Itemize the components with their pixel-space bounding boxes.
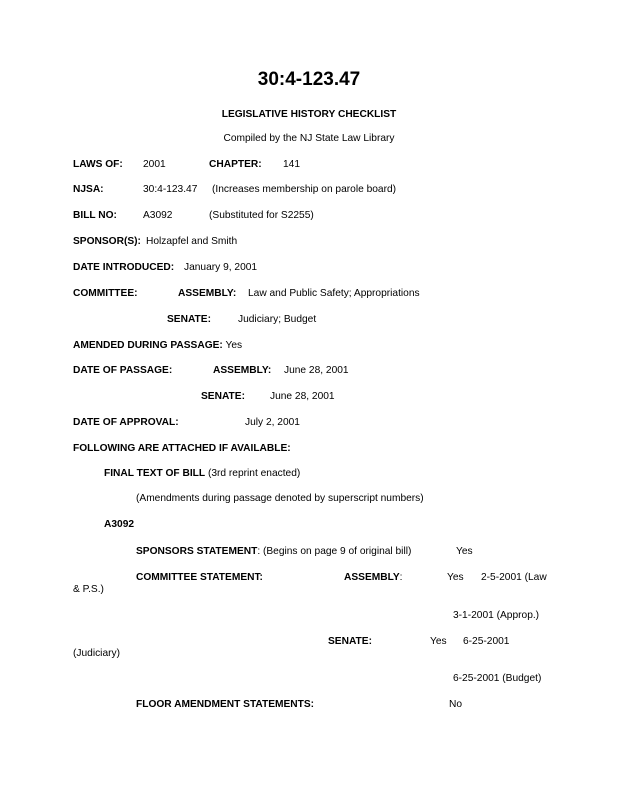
passage-senate-value: June 28, 2001 <box>270 391 335 402</box>
njsa-value: 30:4-123.47 <box>143 184 198 195</box>
committee-senate-value: Judiciary; Budget <box>238 314 317 325</box>
amended-line <box>73 341 242 351</box>
cs-senate-date1: 6-25-2001 <box>463 636 510 647</box>
bill-no-note: (Substituted for S2255) <box>209 210 314 221</box>
passage-assembly-label: ASSEMBLY: <box>213 365 272 376</box>
cs-assembly-colon: : <box>399 572 403 583</box>
sponsors-statement-label: SPONSORS STATEMENT <box>136 546 258 557</box>
amended-label: AMENDED DURING PASSAGE: <box>73 340 223 351</box>
cs-senate-date2: 6-25-2001 (Budget) <box>453 673 542 684</box>
page-title: 30:4-123.47 <box>257 69 361 90</box>
bill-heading: A3092 <box>104 519 135 530</box>
sponsors-statement-value: Yes <box>456 546 473 557</box>
document-subtitle: LEGISLATIVE HISTORY CHECKLIST <box>221 109 397 120</box>
date-of-approval-value: July 2, 2001 <box>245 417 300 428</box>
final-text-note: (3rd reprint enacted) <box>207 468 301 479</box>
njsa-note: (Increases membership on parole board) <box>212 184 397 195</box>
cs-assembly-date1-cont: & P.S.) <box>73 584 104 595</box>
cs-assembly-date2: 3-1-2001 (Approp.) <box>453 610 540 621</box>
amendments-note: (Amendments during passage denoted by superscript numbers) <box>136 493 424 504</box>
cs-assembly-label: ASSEMBLY <box>344 572 400 583</box>
compiled-by: Compiled by the NJ State Law Library <box>223 133 395 144</box>
bill-no-label: BILL NO: <box>73 210 117 221</box>
njsa-label: NJSA: <box>73 184 104 195</box>
passage-senate-label: SENATE: <box>201 391 245 402</box>
laws-of-value: 2001 <box>143 159 166 170</box>
cs-senate-date1-cont: (Judiciary) <box>73 648 120 659</box>
cs-assembly-value: Yes <box>447 572 464 583</box>
date-of-passage-label: DATE OF PASSAGE: <box>73 365 173 376</box>
committee-statement-assembly <box>344 573 403 583</box>
committee-senate-label: SENATE: <box>167 314 211 325</box>
sponsors-label: SPONSOR(S): <box>73 236 141 247</box>
committee-label: COMMITTEE: <box>73 288 138 299</box>
final-text-line <box>104 469 300 479</box>
sponsors-value: Holzapfel and Smith <box>146 236 238 247</box>
floor-amendment-label: FLOOR AMENDMENT STATEMENTS: <box>136 699 315 710</box>
cs-senate-label: SENATE: <box>328 636 372 647</box>
sponsors-statement-line <box>136 547 411 557</box>
cs-assembly-date1: 2-5-2001 (Law <box>481 572 547 583</box>
date-of-approval-label: DATE OF APPROVAL: <box>73 417 179 428</box>
cs-senate-value: Yes <box>430 636 447 647</box>
floor-amendment-value: No <box>449 699 463 710</box>
laws-of-label: LAWS OF: <box>73 159 123 170</box>
date-introduced-value: January 9, 2001 <box>184 262 258 273</box>
passage-assembly-value: June 28, 2001 <box>284 365 349 376</box>
final-text-label: FINAL TEXT OF BILL <box>104 468 206 479</box>
committee-assembly-label: ASSEMBLY: <box>178 288 237 299</box>
chapter-value: 141 <box>283 159 300 170</box>
amended-value: Yes <box>225 340 243 351</box>
following-heading: FOLLOWING ARE ATTACHED IF AVAILABLE: <box>73 443 291 454</box>
date-introduced-label: DATE INTRODUCED: <box>73 262 175 273</box>
bill-no-value: A3092 <box>143 210 173 221</box>
committee-statement-label: COMMITTEE STATEMENT: <box>136 572 263 583</box>
sponsors-statement-note: : (Begins on page 9 of original bill) <box>257 546 412 557</box>
chapter-label: CHAPTER: <box>209 159 262 170</box>
committee-assembly-value: Law and Public Safety; Appropriations <box>248 288 420 299</box>
